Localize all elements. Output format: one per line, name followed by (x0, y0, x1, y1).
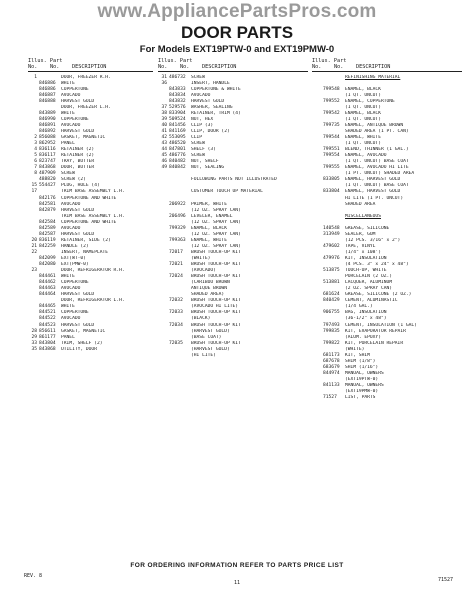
part-number: 842879 (39, 207, 56, 213)
part-number: 72033 (169, 310, 183, 316)
illus-number: 49 (161, 165, 167, 171)
part-description: (1 QT. UNCUT) (345, 92, 381, 98)
part-description: BAG, INSULATION (345, 310, 387, 316)
part-number: 844465 (39, 304, 56, 310)
part-description: GASKET, MAGNETIC (61, 328, 106, 334)
part-description: LACQUER, ALUMINUM (345, 280, 393, 286)
part-row (312, 395, 462, 401)
illus-number: 33 (31, 340, 37, 346)
part-number: 486732 (169, 74, 186, 80)
part-number: 844461 (39, 274, 56, 280)
header-description-label: DESCRIPTION (72, 64, 107, 71)
part-description: PRIMER, WHITE (191, 201, 227, 207)
part-number: 72024 (169, 274, 183, 280)
part-number: 846887 (39, 92, 56, 98)
illus-number: 23 (31, 268, 37, 274)
part-description: (12 PCS. 3/16" x 2") (345, 237, 401, 243)
part-description: LEVELER, ENAMEL (191, 213, 233, 219)
part-number: 71527 (323, 395, 337, 401)
part-number: 509524 (169, 116, 186, 122)
part-description: AVOCADO (61, 201, 81, 207)
part-number: 799542 (323, 110, 340, 116)
part-description: HI LITE (1 PT. UNCUT) (345, 195, 404, 201)
part-number: 486520 (169, 141, 186, 147)
part-number: 553095 (169, 135, 186, 141)
part-description: AVOCADO (191, 92, 211, 98)
page-subtitle: For Models EXT19PTW-0 and EXT19PMW-0 (139, 44, 335, 55)
part-number: 799822 (323, 340, 340, 346)
part-number: 797493 (323, 322, 340, 328)
part-description: COPPERTONE & WHITE (191, 86, 241, 92)
part-description: ENAMEL, WHITE (191, 237, 227, 243)
part-description: EXT(WT-0) (61, 256, 86, 261)
part-description: CLIP (3) (191, 122, 214, 128)
header-no-label: No. (158, 64, 168, 71)
part-description: COPPERTONE (61, 310, 89, 316)
part-description: PANEL (61, 141, 75, 147)
illus-number (312, 395, 323, 401)
part-number: 842584 (39, 219, 56, 225)
part-description: CEMENT, INSULATION (1 GAL) (345, 322, 417, 328)
part-number: 836117 (39, 153, 56, 159)
illus-number: 21 (31, 243, 37, 249)
part-description: WASHER, SEALING (191, 104, 233, 110)
part-description: AVOCADO (61, 316, 81, 322)
part-description: CLIP, DOOR (2) (191, 129, 230, 135)
part-description: COPPERTONE AND WHITE (61, 219, 117, 225)
illus-number: 3 (34, 141, 37, 147)
illus-number: 40 (161, 122, 167, 128)
part-description: (EXT19PMW-0) (345, 389, 379, 395)
ordering-info-footer: FOR ORDERING INFORMATION REFER TO PARTS PRICE LIST (130, 562, 344, 569)
illus-number: 2 (34, 135, 37, 141)
part-description: BRUSH TOUCH-UP KIT (191, 262, 241, 268)
part-number: 844523 (39, 322, 56, 328)
part-description: ENAMEL, BLACK (191, 225, 227, 231)
part-number: 846886 (39, 80, 56, 86)
part-number: 681173 (323, 352, 340, 358)
part-description: ENAMEL, HARVEST GOLD (345, 177, 401, 183)
part-number: 799548 (323, 86, 340, 92)
page-title: DOOR PARTS (180, 23, 294, 42)
part-number: 844464 (39, 292, 56, 298)
part-number: 843889 (39, 110, 56, 116)
part-description: UTILITY, DOOR (61, 346, 97, 352)
illus-number: 36 (161, 80, 167, 86)
part-number: 843832 (169, 98, 186, 104)
part-description: INSERT, NAMEPLATE (61, 249, 109, 255)
part-description: TAPE, VINYL (345, 243, 376, 249)
illus-number: 20 (31, 237, 37, 243)
part-description: COPPERTONE (61, 280, 89, 286)
part-number: 861177 (39, 334, 56, 340)
part-description: KIT, INSULATION (345, 256, 387, 261)
part-number: 844521 (39, 310, 56, 316)
part-description: (1 QT. UNCUT) BASE COAT (345, 183, 409, 189)
part-number: 843834 (169, 92, 186, 98)
part-description: (WHITE) (191, 256, 211, 261)
part-number: 846888 (39, 98, 56, 104)
part-description: TRIM BASE ASSEMBLY L.H. (61, 189, 125, 195)
part-number: 856088 (39, 135, 56, 141)
part-description: PLUG, HOLE (4) (61, 183, 100, 189)
header-illus-label: Illus. Part (312, 58, 347, 64)
part-number: 836119 (39, 237, 56, 243)
revision-label: REV. 8 (24, 573, 43, 579)
part-description: (EXT19PTW-0) (345, 376, 379, 382)
parts-column-1 (28, 58, 153, 353)
part-number: 799552 (323, 98, 340, 104)
part-description: (1 QT. UNCUT) (345, 141, 381, 147)
part-description: (12 OZ. SPRAY CAN) (191, 207, 241, 213)
part-description: AVOCADO (61, 225, 81, 231)
part-description: ENAMEL, ANTIQUE BROWN (345, 122, 404, 128)
part-description: (36-1/2" x 48") (345, 316, 387, 322)
part-number: 681624 (323, 292, 340, 298)
part-description: CEMENT, ALUMINASTIC (345, 298, 398, 304)
part-number: 140548 (323, 225, 340, 231)
part-number: 823747 (39, 159, 56, 165)
part-number: 842259 (39, 243, 56, 249)
illus-number (158, 353, 169, 359)
part-description: TOUCH-UP, WHITE (345, 268, 387, 274)
part-description: SHADED AREA) (191, 292, 225, 298)
part-number: 833904 (169, 110, 186, 116)
part-number: 842581 (39, 201, 56, 207)
part-number: 554427 (39, 183, 56, 189)
parts-list-3 (312, 75, 462, 402)
part-description: MANUAL, OWNERS (345, 382, 384, 388)
part-description: BRUSH TOUCH-UP KIT (191, 322, 241, 328)
document-code: 71527 (438, 577, 454, 583)
part-number: 799554 (323, 153, 340, 159)
part-number: 513875 (323, 268, 340, 274)
part-description: CUSTOMER TOUCH UP MATERIAL (191, 189, 263, 195)
part-description: RETAINER, TRIM (4) (191, 110, 241, 116)
illus-number: 31 (161, 74, 167, 80)
header-description-label: DESCRIPTION (202, 64, 237, 71)
part-number: 799329 (169, 225, 186, 231)
part-number: 840842 (169, 165, 186, 171)
header-part-no-label: No. (180, 64, 190, 71)
part-number: 844462 (39, 280, 56, 286)
part-number: 843804 (39, 340, 56, 346)
part-description: DOOR, REFRIGERATOR L.H. (61, 298, 125, 304)
part-number: 841456 (169, 122, 186, 128)
part-description: RETAINER (2) (61, 147, 95, 153)
part-description: AVOCADO (61, 122, 81, 128)
part-description: KIT, EVAPORATOR REPAIR (345, 328, 406, 334)
part-description: HARVEST GOLD (61, 322, 95, 328)
part-description: HARVEST GOLD (191, 98, 225, 104)
part-number: 842080 (39, 262, 56, 268)
part-number: 687678 (323, 358, 340, 364)
part-number: 846990 (39, 116, 56, 122)
part-number: 206922 (169, 201, 186, 207)
part-description: (1 QT. UNCUT) (345, 116, 381, 122)
part-number: 683679 (323, 364, 340, 370)
illus-number: 4 (34, 147, 37, 153)
part-number: 72035 (169, 340, 183, 346)
part-number: 72021 (169, 262, 183, 268)
part-description: (1 QT. UNCUT) BASE COAT (345, 159, 409, 165)
illus-number: 39 (161, 116, 167, 122)
part-description: (1/4 GAL.) (345, 304, 373, 310)
illus-number: 46 (161, 159, 167, 165)
part-description: (AVOCADO HI LITE) (191, 304, 239, 310)
part-number: 479602 (323, 243, 340, 249)
part-description: GREASE, SILICONE (2 OZ.) (345, 292, 412, 298)
part-description: SEALER, GUM (345, 231, 376, 237)
part-description: (HI LITE) (191, 352, 216, 358)
illus-number: 28 (31, 328, 37, 334)
part-description: MANUAL, OWNERS (345, 370, 384, 376)
part-number: 529576 (169, 104, 186, 110)
part-description: DOOR, REFRIGERATOR R.H. (61, 268, 125, 274)
part-description: NUT, HEX (191, 116, 214, 122)
part-description: TRIM BASE ASSEMBLY L.H. (61, 213, 125, 219)
part-number: 72034 (169, 322, 183, 328)
part-description: SHADED AREA (345, 201, 376, 207)
part-description: (4 PCS. 3" x 24" x 48") (345, 262, 409, 268)
part-number: 479976 (323, 256, 340, 261)
part-number: 906755 (323, 310, 340, 316)
part-description: MISCELLANEOUS (345, 213, 381, 219)
illus-number: 44 (161, 147, 167, 153)
part-number: 488820 (39, 177, 56, 183)
part-description: (1 QT. UNCUT) (345, 104, 381, 110)
part-description: GREASE, SILICONE (345, 225, 390, 231)
column-header (312, 58, 462, 72)
part-description: HANDLE (2) (61, 243, 89, 249)
part-description: ENAMEL, AVOCADO (345, 153, 387, 159)
part-description: HARVEST GOLD (61, 292, 95, 298)
part-description: SHADED AREA (1 PT. CAN) (345, 129, 409, 135)
part-description: ENAMEL, BLACK (345, 110, 381, 116)
illus-number: 5 (34, 153, 37, 159)
part-description: HARVEST GOLD (61, 207, 95, 213)
header-part-no-label: No. (50, 64, 60, 71)
part-number: 846892 (39, 129, 56, 135)
part-description: SCREW (191, 141, 205, 147)
part-description: AVOCADO (61, 286, 81, 292)
part-description: BRUSH TOUCH-UP KIT (191, 340, 241, 346)
part-number: 833805 (323, 177, 340, 183)
part-description: SHIM (1/8") (345, 358, 376, 364)
header-description-label: DESCRIPTION (356, 64, 391, 71)
part-description: (12 OZ. SPRAY CAN) (191, 219, 241, 225)
part-description: SCREW (191, 74, 205, 80)
part-description: (HARVEST GOLD) (191, 346, 230, 352)
part-description: COPPERTONE (61, 116, 89, 122)
part-description: (ALUM. EPOXY) (345, 334, 381, 340)
illus-number: 7 (34, 165, 37, 171)
part-description: KIT, SHIM (345, 352, 370, 358)
part-description: EXT(PMW-0) (61, 262, 89, 268)
part-number: 313949 (323, 231, 340, 237)
part-description: (HARVEST GOLD) (191, 328, 230, 334)
part-row (28, 347, 153, 353)
part-description: RETAINER (2) (61, 153, 95, 159)
part-number: 841133 (323, 382, 340, 388)
part-description: (2 OZ. SPRAY CAN) (345, 286, 393, 292)
part-description: COPPERTONE (61, 86, 89, 92)
part-description: GASKET, MAGNETIC (61, 135, 106, 141)
part-number: 799544 (323, 135, 340, 141)
part-number: 842587 (39, 231, 56, 237)
part-description: KIT, PORCELAIN REPAIR (345, 340, 404, 346)
part-description: RETAINER, SIDE (2) (61, 237, 111, 243)
part-number: 846891 (39, 122, 56, 128)
header-part-no-label: No. (334, 64, 344, 71)
illus-number: 38 (161, 110, 167, 116)
part-description: SCREW (2) (61, 177, 86, 183)
illus-number: 6 (34, 159, 37, 165)
part-description: ENAMEL, AVOCADO HI LITE (345, 165, 409, 171)
part-description: (WHITE) (345, 346, 365, 352)
part-description: (12 OZ. SPRAY CAN) (191, 231, 241, 237)
part-description: LIST, PARTS (345, 395, 376, 401)
part-row (158, 353, 308, 359)
part-description: DOOR, BUTTER (61, 165, 95, 171)
part-description: ENAMEL, COPPERTONE (345, 98, 395, 104)
column-header (158, 58, 308, 72)
part-description: (12 OZ. SPRAY CAN) (191, 243, 241, 249)
part-number: 72017 (169, 249, 183, 255)
part-number: 799551 (323, 147, 340, 153)
part-description: WHITE (61, 304, 75, 310)
part-description: BRUSH TOUCH-UP KIT (191, 310, 241, 316)
part-description: WHITE (61, 110, 75, 116)
part-number: 843833 (169, 86, 186, 92)
part-description: (BLACK) (191, 316, 211, 322)
illus-number: 22 (31, 249, 37, 255)
part-description: NUT, SHELF (191, 159, 219, 165)
part-description: PORCELAIN (2 OZ.) (345, 274, 393, 280)
header-no-label: No. (312, 64, 322, 71)
part-number: 844974 (323, 370, 340, 376)
part-description: (CARIBOU BROWN (191, 280, 230, 286)
parts-list-2 (158, 75, 308, 359)
part-number: 862952 (39, 141, 56, 147)
page-number: 11 (234, 580, 241, 586)
part-description: SHIM (1/16") (345, 364, 379, 370)
part-number: 842176 (39, 195, 56, 201)
part-description: ANTIQUE BROWN (191, 286, 227, 292)
part-number: 799555 (323, 165, 340, 171)
parts-column-2 (158, 58, 308, 359)
part-description: (1 PT. UNCUT) SHADED AREA (345, 171, 415, 177)
part-description: CLIP (191, 135, 203, 141)
illus-number: 1 (34, 74, 37, 80)
part-description: WHITE (61, 80, 75, 86)
part-number: 799735 (323, 122, 340, 128)
part-description: AVOCADO (61, 92, 81, 98)
part-description: INSERT, HANDLE (191, 80, 230, 86)
parts-column-3 (312, 58, 462, 401)
illus-number: 17 (31, 189, 37, 195)
part-description: (AVOCADO) (191, 268, 216, 274)
part-description: BLEND, THINNER (1 GAL.) (345, 147, 409, 153)
part-number: 206496 (169, 213, 186, 219)
illus-number: 45 (161, 153, 167, 159)
header-illus-label: Illus. Part (158, 58, 193, 64)
part-number: 847801 (169, 147, 186, 153)
watermark: www.AppliancePartsPros.com (97, 1, 377, 22)
part-description: BRUSH TOUCH-UP KIT (191, 298, 241, 304)
part-description: ENAMEL, HARVEST GOLD (345, 189, 401, 195)
part-number: 843868 (39, 346, 56, 352)
part-number: 842589 (39, 225, 56, 231)
part-number: 840482 (169, 159, 186, 165)
header-no-label: No. (28, 64, 38, 71)
part-description: COPPERTONE AND WHITE (61, 195, 117, 201)
part-number: 842099 (39, 256, 56, 261)
illus-number: 37 (161, 104, 167, 110)
part-number: 833804 (323, 189, 340, 195)
part-description: HARVEST GOLD (61, 129, 95, 135)
part-description: NUT, SEALING (191, 165, 225, 171)
part-number (169, 353, 191, 359)
part-number: 836116 (39, 147, 56, 153)
illus-number: 29 (31, 334, 37, 340)
part-number: 843868 (39, 165, 56, 171)
part-description: DOOR, FREEZER R.H. (61, 74, 111, 80)
illus-number: 41 (161, 129, 167, 135)
part-description: FOLLOWING PARTS NOT ILLUSTRATED (191, 177, 277, 183)
part-description: (1/4" x 108') (345, 249, 381, 255)
part-number: 487909 (39, 171, 56, 177)
parts-list-1 (28, 75, 153, 353)
part-description: TRIM, SHELF (2) (61, 340, 103, 346)
part-description: BRUSH TOUCH-UP KIT (191, 249, 241, 255)
part-description: ENAMEL, BLACK (345, 86, 381, 92)
illus-number: 43 (161, 141, 167, 147)
part-description: (BASE COAT) (191, 334, 222, 340)
part-description: SCREW (61, 171, 75, 177)
part-description: ENAMEL, WHITE (345, 135, 381, 141)
part-number: 799363 (169, 237, 186, 243)
part-description: HARVEST GOLD (61, 231, 95, 237)
part-description: REFINISHING MATERIAL (345, 74, 401, 80)
part-number: 840429 (323, 298, 340, 304)
part-description: BRUSH TOUCH-UP KIT (191, 274, 241, 280)
illus-number: 42 (161, 135, 167, 141)
part-description: TRAY, BUTTER (61, 159, 95, 165)
part-description: WHITE (61, 274, 75, 280)
part-number: 513881 (323, 280, 340, 286)
part-number: 799835 (323, 328, 340, 334)
part-description: SHELF (3) (191, 147, 216, 153)
column-header (28, 58, 153, 72)
part-description: DOOR, FREEZER L.H. (61, 104, 111, 110)
part-number: 486776 (169, 153, 186, 159)
part-number: 844463 (39, 286, 56, 292)
illus-number: 35 (31, 346, 37, 352)
part-description: SCREW (191, 153, 205, 159)
part-number: 844522 (39, 316, 56, 322)
part-description: HARVEST GOLD (61, 98, 95, 104)
part-number: 72032 (169, 298, 183, 304)
part-description: PANEL (61, 334, 75, 340)
part-number: 856611 (39, 328, 56, 334)
part-number: 841169 (169, 129, 186, 135)
part-number: 846886 (39, 86, 56, 92)
header-illus-label: Illus. Part (28, 58, 63, 64)
illus-number: 15 (31, 183, 37, 189)
illus-number: 8 (34, 171, 37, 177)
